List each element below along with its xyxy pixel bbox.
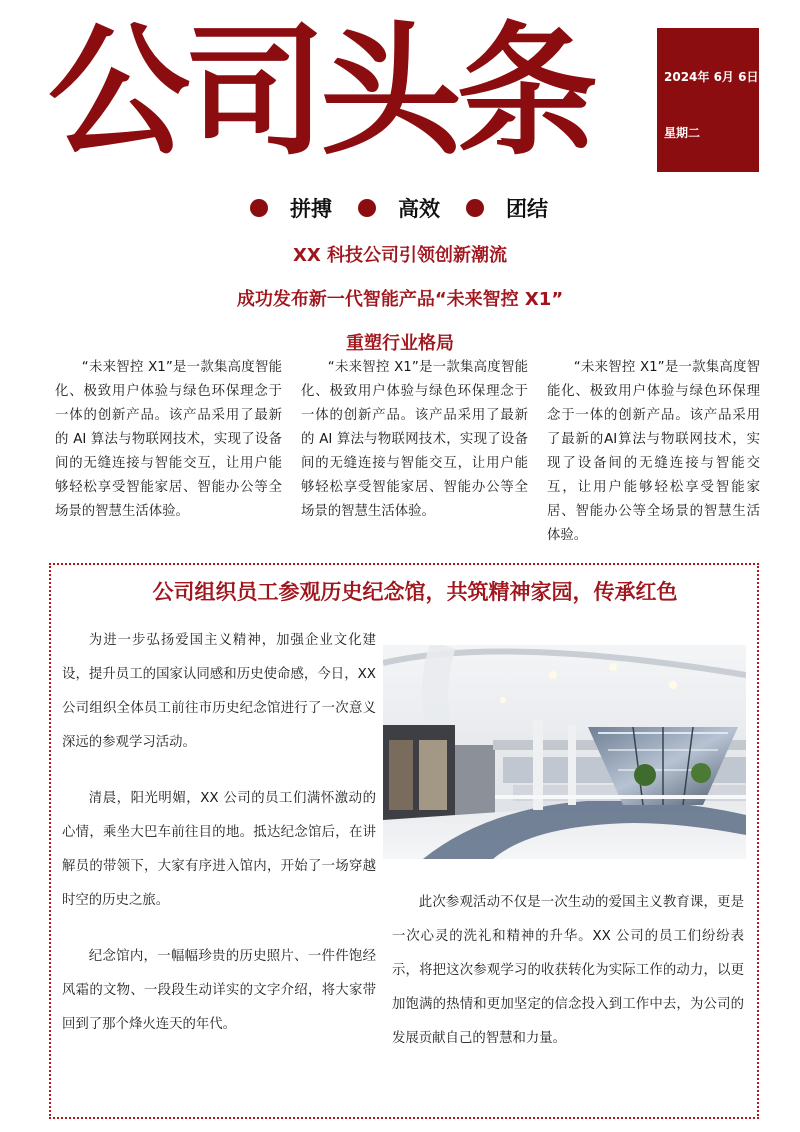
lead-headline-line-3: 重塑行业格局 xyxy=(346,333,454,354)
lead-column-text: “未来智控 X1”是一款集高度智能化、极致用户体验与绿色环保理念于一体的创新产品。该产品采用了最新的 AI 算法与物联网技术，实现了设备间的无缝连接与智能交互，让用户能够轻松享受智能家居、智能办公等全场景的智慧生活体验。 xyxy=(55,360,282,519)
museum-hall-photo xyxy=(383,645,746,859)
feature-paragraph: 清晨，阳光明媚，XX 公司的员工们满怀激动的心情，乘坐大巴车前往目的地。抵达纪念馆后，在讲解员的带领下，大家有序进入馆内，开始了一场穿越时空的历史之旅。 xyxy=(62,791,376,908)
lead-column-3 xyxy=(547,356,760,548)
lead-column-1 xyxy=(55,356,282,524)
lead-column-text: “未来智控 X1”是一款集高度智能化、极致用户体验与绿色环保理念于一体的创新产品。该产品采用了最新的AI算法与物联网技术，实现了设备间的无缝连接与智能交互，让用户能够轻松享受智能家居、智能办公等全场景的智慧生活体验。 xyxy=(547,360,760,543)
feature-story-title: 公司组织员工参观历史纪念馆，共筑精神家园，传承红色 xyxy=(152,580,678,604)
lead-headline-line-2: 成功发布新一代智能产品“未来智控 X1” xyxy=(236,289,564,310)
date-box xyxy=(657,28,759,172)
slogan-item xyxy=(250,193,332,223)
slogan-text: 团结 xyxy=(506,197,548,221)
bullet-dot-icon xyxy=(250,199,268,217)
slogan-item xyxy=(358,193,440,223)
lead-column-2 xyxy=(301,356,528,524)
masthead-title: 公司头条 xyxy=(48,10,592,175)
issue-weekday: 星期二 xyxy=(664,126,701,140)
feature-story-right-column xyxy=(392,886,744,1056)
lead-headline-line-1: XX 科技公司引领创新潮流 xyxy=(292,245,508,266)
lead-column-text: “未来智控 X1”是一款集高度智能化、极致用户体验与绿色环保理念于一体的创新产品。该产品采用了最新的 AI 算法与物联网技术，实现了设备间的无缝连接与智能交互，让用户能够轻松享受智能家居、智能办公等全场景的智慧生活体验。 xyxy=(301,360,528,519)
feature-paragraph: 此次参观活动不仅是一次生动的爱国主义教育课，更是一次心灵的洗礼和精神的升华。XX 公司的员工们纷纷表示，将把这次参观学习的收获转化为实际工作的动力，以更加饱满的热情和更加坚定的信念投入到工作中去，为公司的发展贡献自己的智慧和力量。 xyxy=(392,895,744,1046)
feature-paragraph: 为进一步弘扬爱国主义精神，加强企业文化建设，提升员工的国家认同感和历史使命感，今日，XX 公司组织全体员工前往市历史纪念馆进行了一次意义深远的参观学习活动。 xyxy=(62,633,376,750)
bullet-dot-icon xyxy=(466,199,484,217)
feature-paragraph: 纪念馆内，一幅幅珍贵的历史照片、一件件饱经风霜的文物、一段段生动详实的文字介绍，将大家带回到了那个烽火连天的年代。 xyxy=(62,949,376,1032)
slogan-text: 拼搏 xyxy=(290,197,332,221)
slogan-row xyxy=(250,192,574,224)
slogan-item xyxy=(466,193,548,223)
slogan-text: 高效 xyxy=(398,197,440,221)
feature-story-left-column xyxy=(62,624,376,1064)
bullet-dot-icon xyxy=(358,199,376,217)
issue-date: 2024年 6月 6日 xyxy=(664,70,759,84)
